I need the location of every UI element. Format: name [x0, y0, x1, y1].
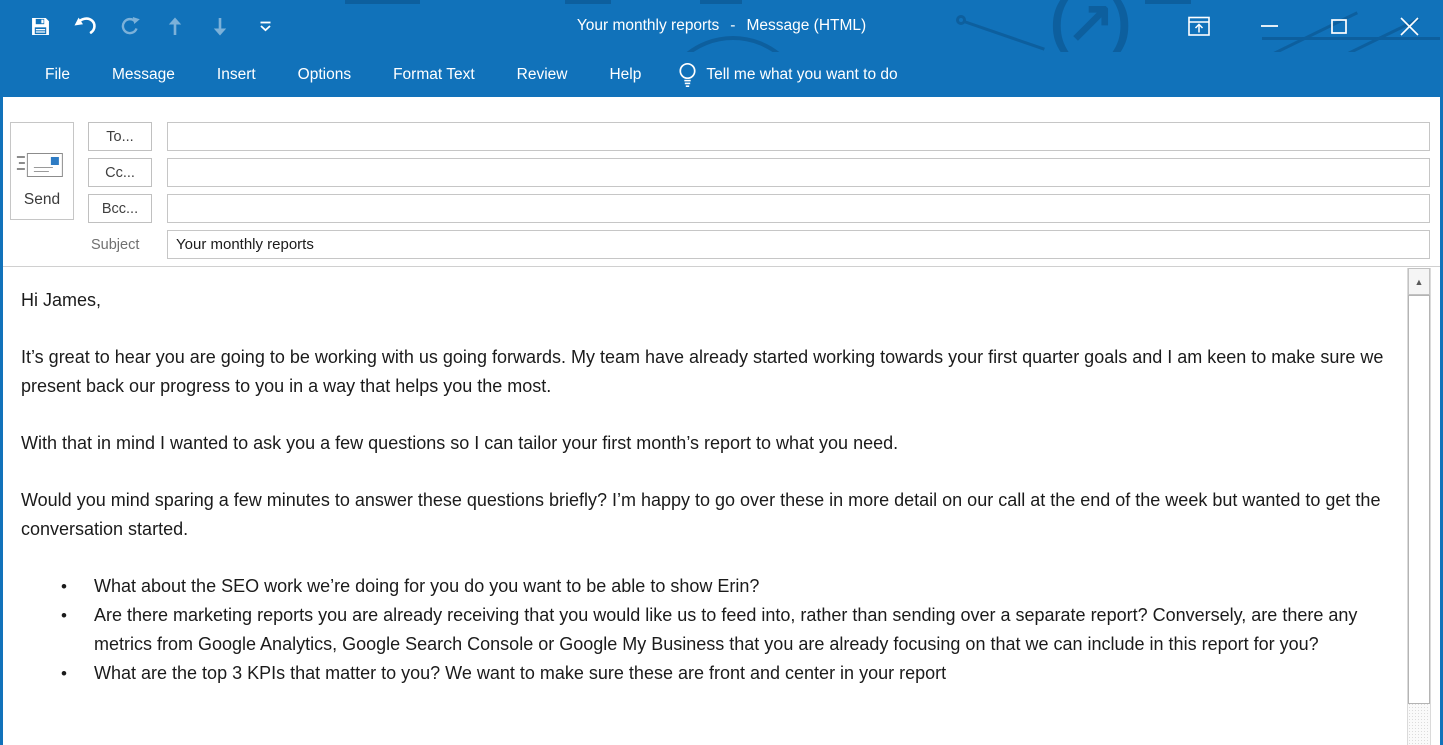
tell-me-box[interactable]: [678, 62, 897, 88]
subject-input[interactable]: [167, 230, 1430, 259]
scrollbar-up-button[interactable]: [1408, 268, 1430, 295]
subject-label: Subject: [91, 236, 140, 253]
bullet-text: What about the SEO work we’re doing for you do you want to be able to show Erin?: [94, 576, 760, 596]
message-body-area: [3, 268, 1440, 745]
bullet-text: What are the top 3 KPIs that matter to you? We want to make sure these are front and center in your report: [94, 663, 947, 683]
list-item: [21, 572, 1398, 601]
body-bullet-list: [21, 572, 1398, 688]
customize-quick-access-icon[interactable]: [253, 14, 277, 38]
send-envelope-body: [27, 153, 63, 177]
window-controls: [1187, 0, 1421, 52]
list-item: [21, 601, 1398, 659]
tell-me-label: Tell me what you want to do: [706, 65, 898, 83]
bullet-marker: •: [61, 577, 67, 596]
redo-icon[interactable]: [118, 14, 142, 38]
minimize-icon[interactable]: [1257, 13, 1281, 39]
bullet-text: Are there marketing reports you are already receiving that you would like us to feed into, rather than sending over a separate report? Conversely, are there any metrics from Google Analytics, Google Search Console or Google My Business that you are already focusing on that we can include in this report for you?: [94, 605, 1358, 654]
lightbulb-icon: [678, 62, 697, 88]
body-paragraph-greeting: Hi James,: [21, 290, 102, 310]
window-title-suffix: Message (HTML): [746, 17, 867, 34]
bcc-button[interactable]: Bcc...: [88, 194, 152, 223]
ribbon-display-options-icon[interactable]: [1187, 13, 1211, 39]
tab-message[interactable]: Message: [111, 65, 175, 83]
save-icon[interactable]: [28, 14, 52, 38]
message-body-editor[interactable]: [3, 268, 1398, 745]
send-button-label: Send: [23, 191, 61, 208]
body-paragraph: With that in mind I wanted to ask you a few questions so I can tailor your first month’s report to what you need.: [21, 433, 899, 453]
send-envelope-speedline: [17, 168, 25, 170]
send-envelope-line: [34, 171, 49, 172]
send-envelope-speedline: [17, 156, 25, 158]
send-envelope-stamp: [51, 157, 59, 165]
tab-file[interactable]: File: [45, 65, 70, 83]
scrollbar-thumb[interactable]: [1408, 295, 1430, 704]
body-paragraph: It’s great to hear you are going to be working with us going forwards. My team have already started working towards your first quarter goals and I am keen to make sure we present back our progress to you in a way that helps you the most.: [21, 347, 1384, 396]
window-border-left: [0, 0, 3, 745]
tab-review[interactable]: Review: [516, 65, 568, 83]
tab-options[interactable]: Options: [297, 65, 352, 83]
window-title-separator: -: [730, 17, 736, 34]
titlebar-decoration-motif: (↗): [1050, 0, 1129, 52]
send-envelope-icon: [27, 153, 63, 177]
tab-format-text[interactable]: Format Text: [393, 65, 475, 83]
undo-icon[interactable]: [73, 14, 97, 38]
to-input[interactable]: [167, 122, 1430, 151]
quick-access-toolbar: [28, 0, 277, 52]
maximize-icon[interactable]: [1327, 13, 1351, 39]
close-icon[interactable]: [1397, 13, 1421, 39]
cc-button[interactable]: Cc...: [88, 158, 152, 187]
titlebar: [0, 0, 1443, 52]
cc-input[interactable]: [167, 158, 1430, 187]
ribbon-tab-bar: [0, 52, 1443, 97]
vertical-scrollbar[interactable]: [1407, 268, 1431, 745]
send-envelope-line: [34, 167, 53, 168]
bullet-marker: •: [61, 664, 67, 683]
list-item: [21, 659, 1398, 688]
to-button[interactable]: To...: [88, 122, 152, 151]
tab-help[interactable]: Help: [609, 65, 642, 83]
send-button[interactable]: [10, 122, 74, 220]
scroll-up-arrow-icon: ▲: [1414, 276, 1424, 287]
compose-header: [3, 97, 1440, 267]
bcc-input[interactable]: [167, 194, 1430, 223]
send-envelope-speedline: [19, 162, 25, 164]
move-up-icon[interactable]: [163, 14, 187, 38]
tab-insert[interactable]: Insert: [216, 65, 256, 83]
move-down-icon[interactable]: [208, 14, 232, 38]
body-paragraph: Would you mind sparing a few minutes to answer these questions briefly? I’m happy to go over these in more detail on our call at the end of the week but wanted to get the conversation started.: [21, 490, 1381, 539]
bullet-marker: •: [61, 606, 67, 625]
window-title-subject: Your monthly reports: [576, 17, 720, 34]
